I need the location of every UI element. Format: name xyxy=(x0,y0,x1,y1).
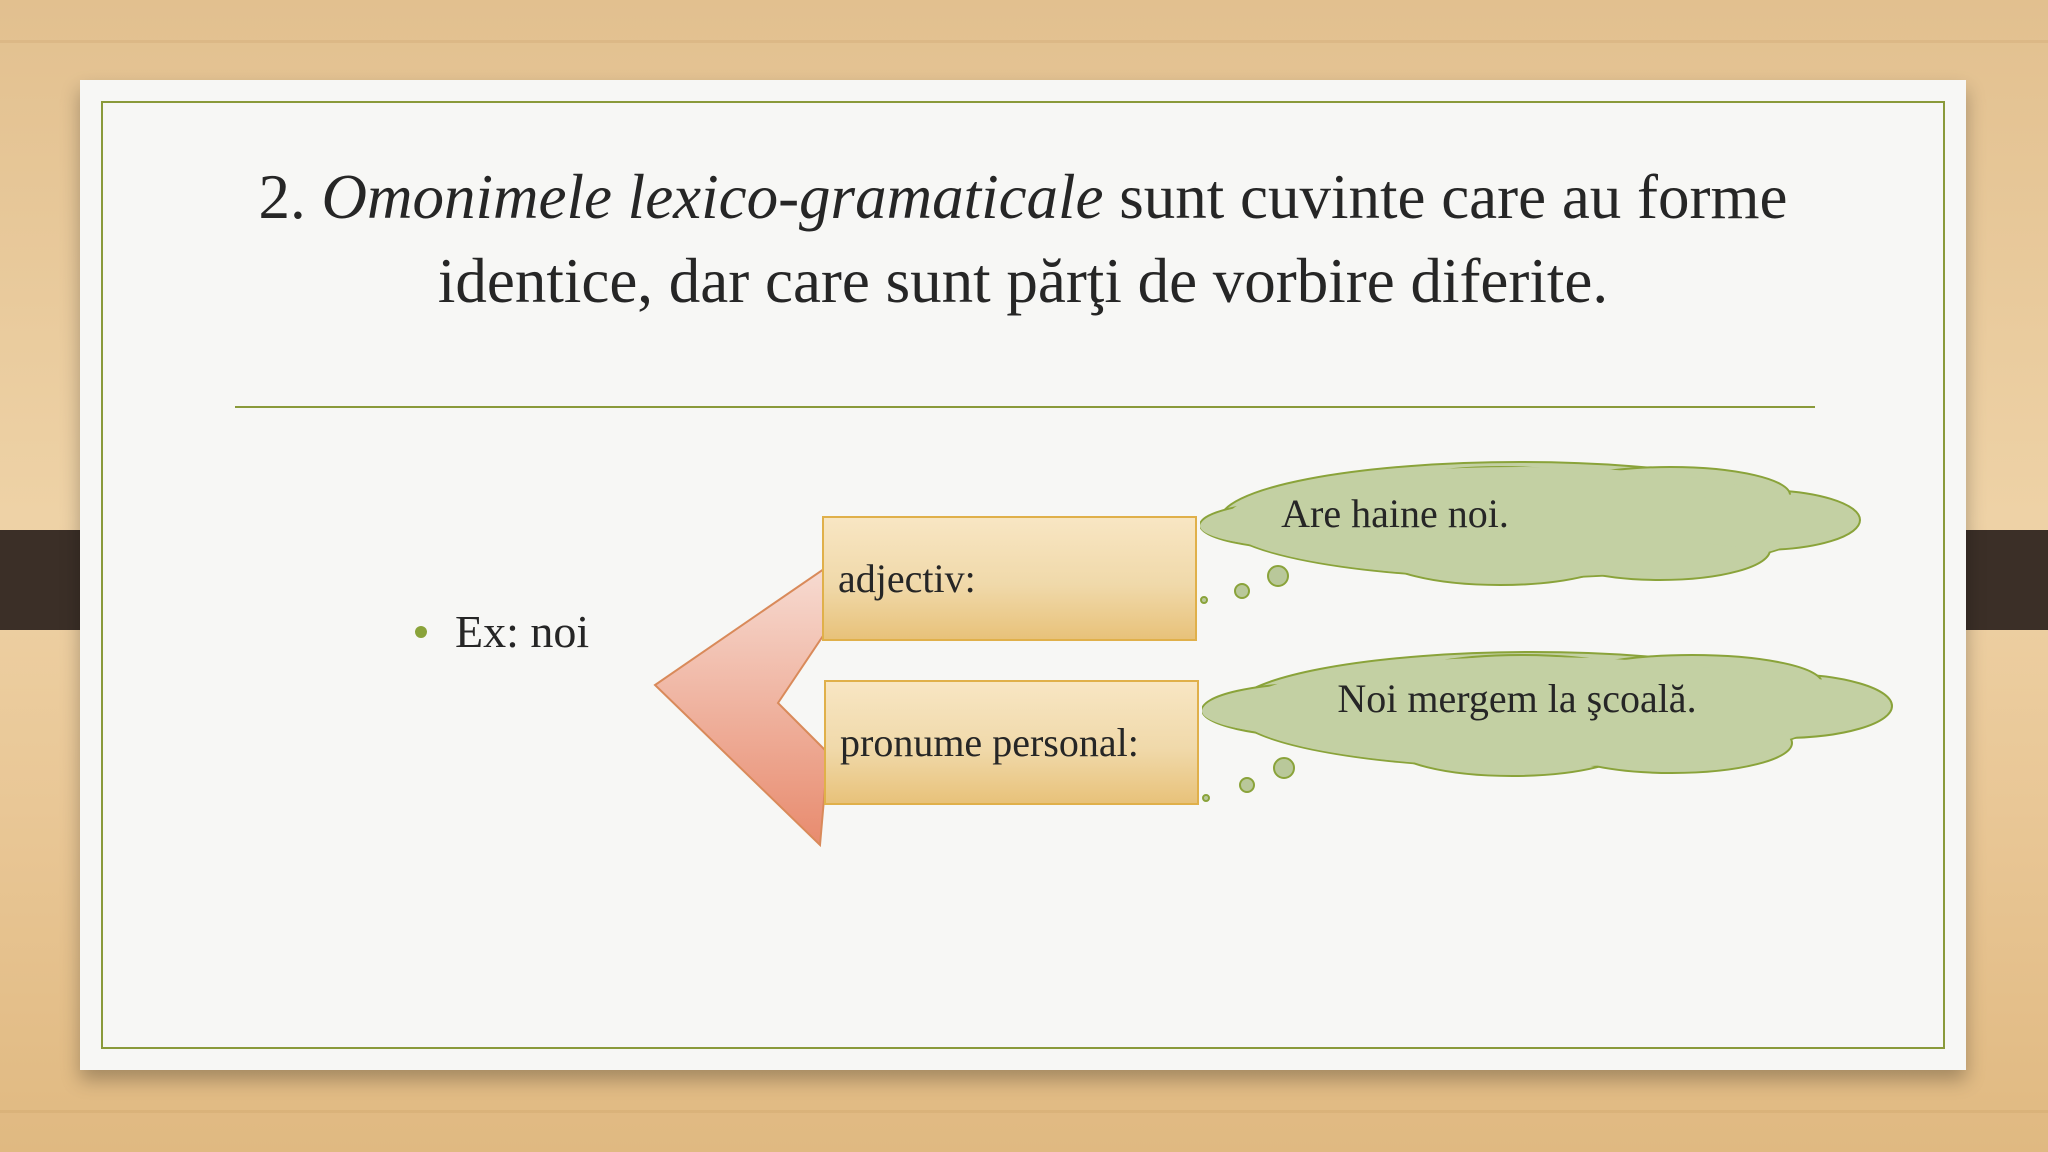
slide-paper xyxy=(80,80,1966,1070)
slide-title xyxy=(170,155,1876,323)
wood-grain xyxy=(0,40,2048,43)
cloud-text-pronoun: Noi mergem la şcoală. xyxy=(1337,676,1697,721)
term-box-pronoun xyxy=(824,680,1199,805)
bullet-text: Ex: noi xyxy=(455,606,590,657)
title-divider xyxy=(235,406,1815,408)
chevron-left-icon xyxy=(650,555,840,855)
bullet-dot-icon xyxy=(415,626,427,638)
title-term: Omonimele lexico-gramaticale xyxy=(321,162,1104,232)
cloud-text-adjective: Are haine noi. xyxy=(1281,491,1509,536)
title-line2: identice, dar care sunt părţi de vorbire diferite. xyxy=(437,246,1609,316)
term-label-adjective: adjectiv: xyxy=(838,556,976,601)
title-line1-rest: sunt cuvinte care au forme xyxy=(1119,162,1788,232)
term-label-pronoun: pronume personal: xyxy=(840,720,1139,765)
term-box-adjective xyxy=(822,516,1197,641)
wood-grain xyxy=(0,1110,2048,1113)
title-number: 2. xyxy=(258,162,306,232)
bullet-item xyxy=(415,605,589,658)
